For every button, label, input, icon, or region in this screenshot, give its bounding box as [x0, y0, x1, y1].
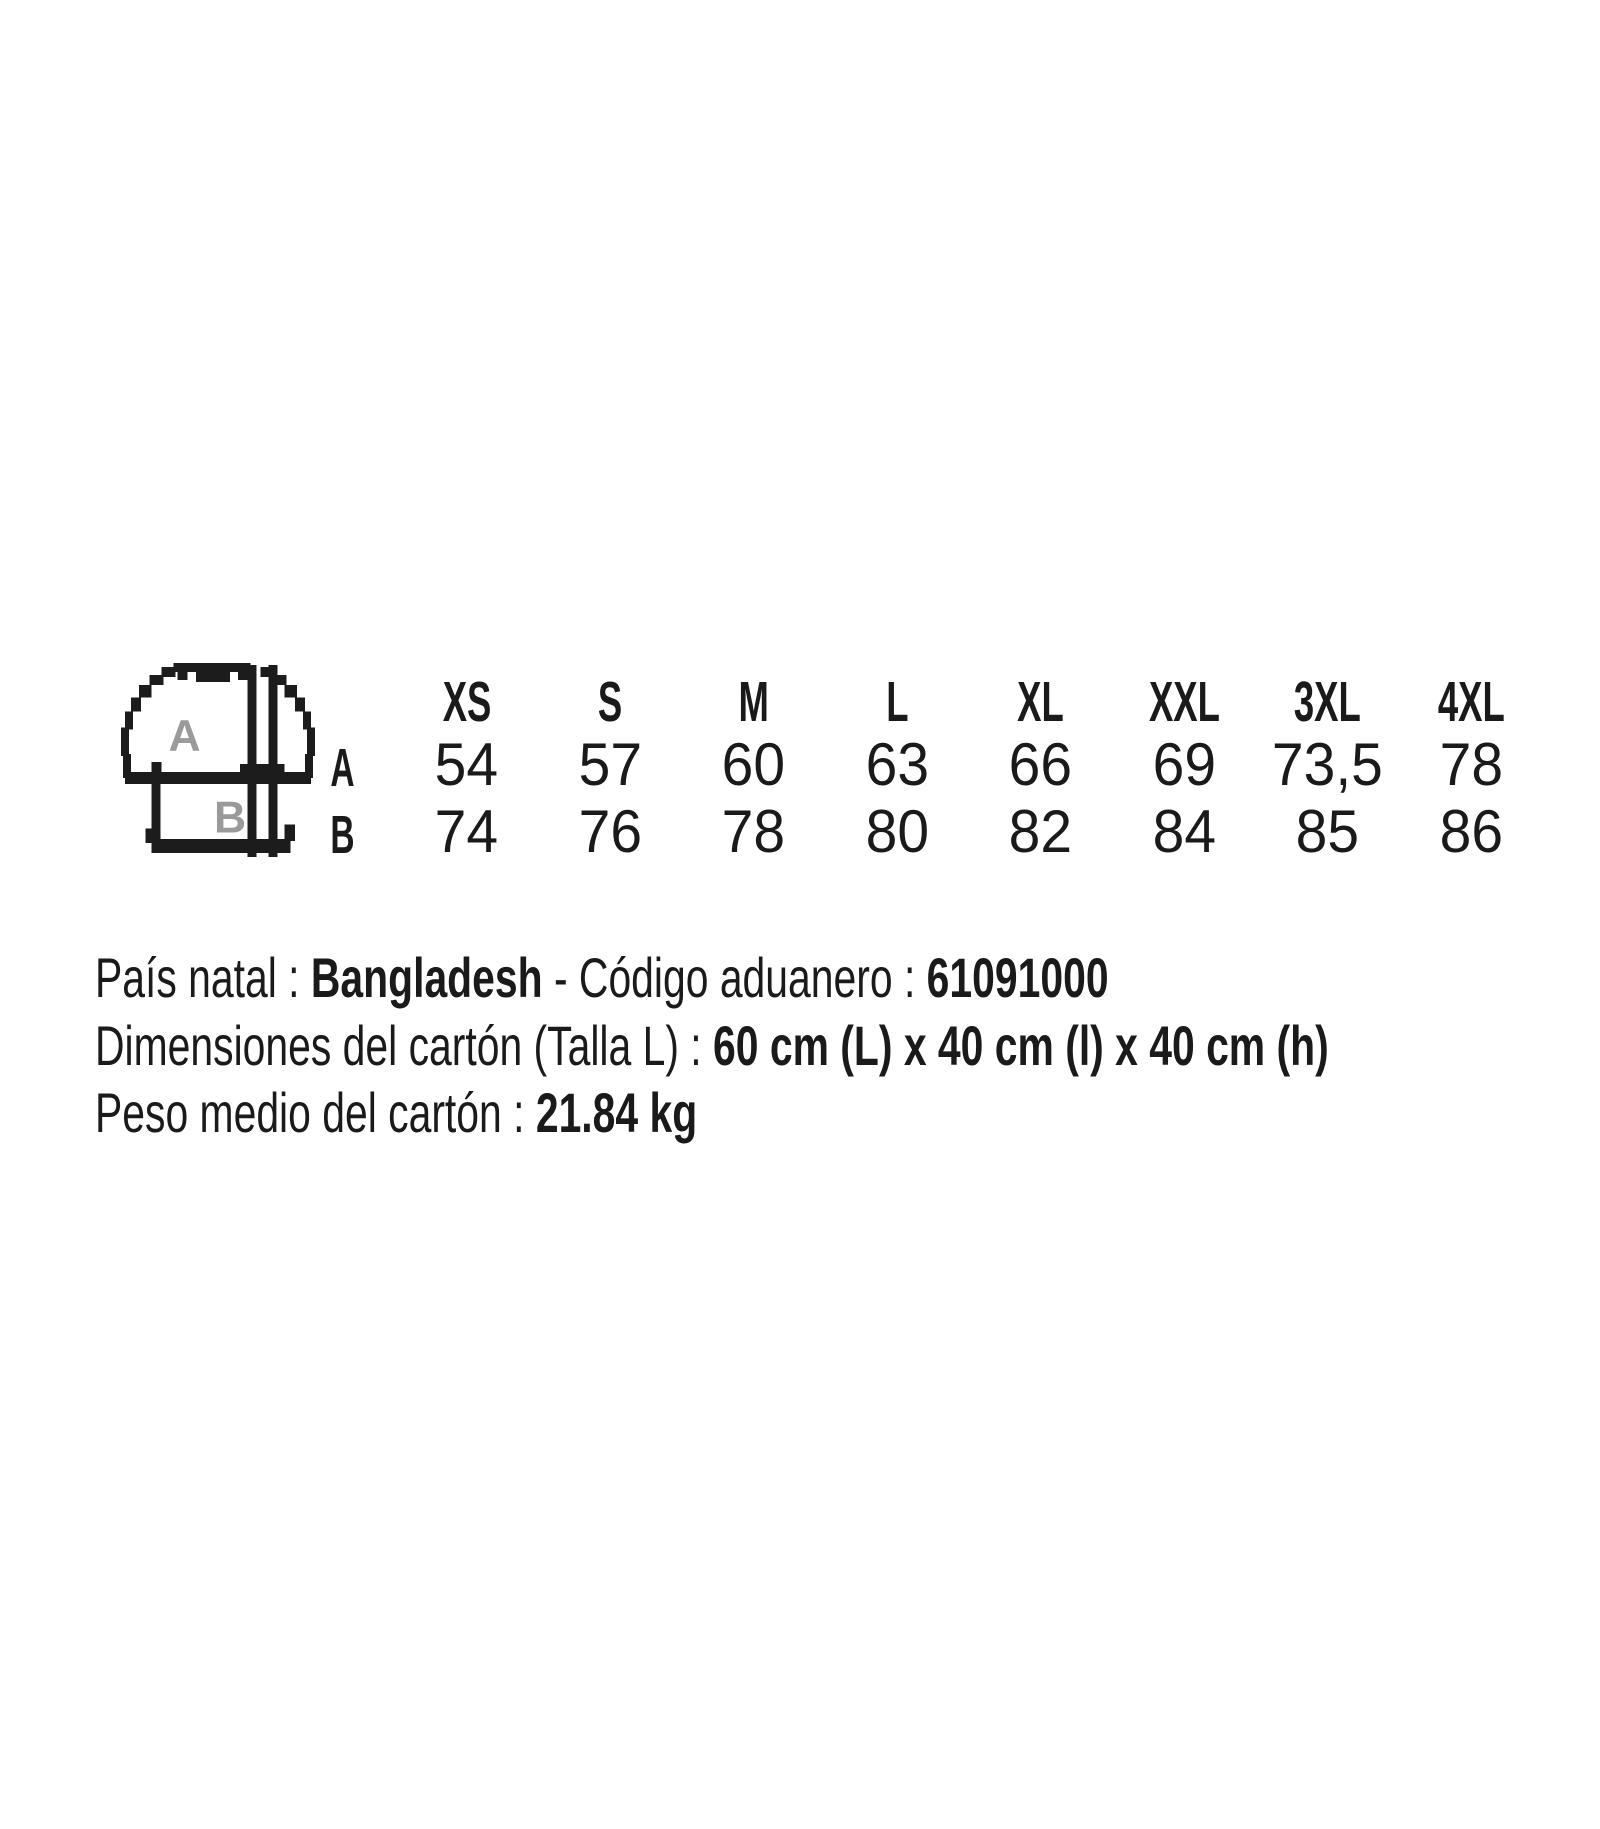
- size-column-header-label: 3XL: [1294, 670, 1362, 734]
- size-value-text: 82: [1009, 798, 1073, 865]
- size-column-header: [539, 670, 683, 734]
- size-row-label-text: B: [330, 805, 355, 865]
- size-column-header-label: S: [598, 670, 623, 734]
- size-column-header-label: XL: [1017, 670, 1065, 734]
- size-value-cell: [1256, 731, 1400, 798]
- detail-value: 21.84 kg: [535, 1081, 698, 1144]
- size-value-text: 76: [578, 798, 642, 865]
- size-column-header: [969, 670, 1113, 734]
- size-row-label-text: A: [330, 738, 355, 798]
- size-value-text: 80: [865, 798, 929, 865]
- size-value-text: 66: [1009, 731, 1073, 798]
- size-column-header-label: 4XL: [1437, 670, 1505, 734]
- size-value-cell: [1113, 798, 1257, 865]
- size-value-text: 57: [578, 731, 642, 798]
- size-value-text: 60: [722, 731, 786, 798]
- size-value-text: 54: [435, 731, 499, 798]
- tshirt-marker-b: B: [213, 793, 247, 843]
- size-chart: [290, 670, 1543, 865]
- tshirt-measurement-icon: [121, 663, 315, 861]
- detail-line-text: [95, 946, 1109, 1010]
- size-chart-row-b: [290, 795, 1543, 865]
- detail-value: Bangladesh: [310, 946, 543, 1009]
- size-value-cell: [1113, 731, 1257, 798]
- size-value-text: 86: [1439, 798, 1503, 865]
- detail-value: 60 cm (L) x 40 cm (l) x 40 cm (h): [713, 1013, 1329, 1077]
- detail-value: 61091000: [926, 946, 1109, 1009]
- detail-label: Peso medio del cartón :: [95, 1081, 536, 1144]
- size-value-cell: [826, 731, 970, 798]
- size-value-cell: [826, 798, 970, 865]
- size-value-cell: [682, 798, 826, 865]
- size-column-header-label: M: [738, 670, 769, 734]
- size-value-text: 78: [1439, 731, 1503, 798]
- size-value-cell: [969, 731, 1113, 798]
- size-value-cell: [395, 798, 539, 865]
- tshirt-icon-svg: [121, 663, 315, 861]
- size-row-label: [290, 805, 395, 865]
- detail-label: Dimensiones del cartón (Talla L) :: [95, 1013, 714, 1077]
- size-value-text: 85: [1296, 798, 1360, 865]
- size-value-cell: [1400, 798, 1544, 865]
- detail-line-3: [95, 1081, 1600, 1149]
- size-column-header-label: XXL: [1148, 670, 1220, 734]
- size-value-text: 69: [1152, 731, 1216, 798]
- size-value-cell: [539, 731, 683, 798]
- size-column-header-label: XS: [442, 670, 492, 734]
- size-column-header: [1400, 670, 1544, 734]
- size-chart-row-a: [290, 728, 1543, 798]
- size-row-label: [290, 738, 395, 798]
- tshirt-marker-a: A: [168, 711, 201, 761]
- size-value-cell: [539, 798, 683, 865]
- size-column-header: [826, 670, 970, 734]
- detail-line-1: [95, 946, 1600, 1014]
- product-details: [95, 946, 1600, 1149]
- size-value-cell: [1256, 798, 1400, 865]
- detail-label: País natal :: [95, 946, 311, 1009]
- size-chart-header-row: [290, 670, 1543, 734]
- size-value-text: 78: [722, 798, 786, 865]
- size-column-header: [1113, 670, 1257, 734]
- size-column-header: [395, 670, 539, 734]
- size-column-header: [682, 670, 826, 734]
- size-value-text: 74: [435, 798, 499, 865]
- size-column-header-label: L: [886, 670, 909, 734]
- detail-label: - Código aduanero :: [542, 946, 927, 1009]
- size-value-text: 63: [865, 731, 929, 798]
- size-value-text: 84: [1152, 798, 1216, 865]
- size-value-cell: [395, 731, 539, 798]
- detail-line-text: [95, 1081, 697, 1145]
- size-value-cell: [1400, 731, 1544, 798]
- detail-line-text: [95, 1014, 1329, 1078]
- size-value-cell: [969, 798, 1113, 865]
- size-value-cell: [682, 731, 826, 798]
- detail-line-2: [95, 1014, 1600, 1082]
- size-value-text: 73,5: [1272, 731, 1384, 798]
- size-column-header: [1256, 670, 1400, 734]
